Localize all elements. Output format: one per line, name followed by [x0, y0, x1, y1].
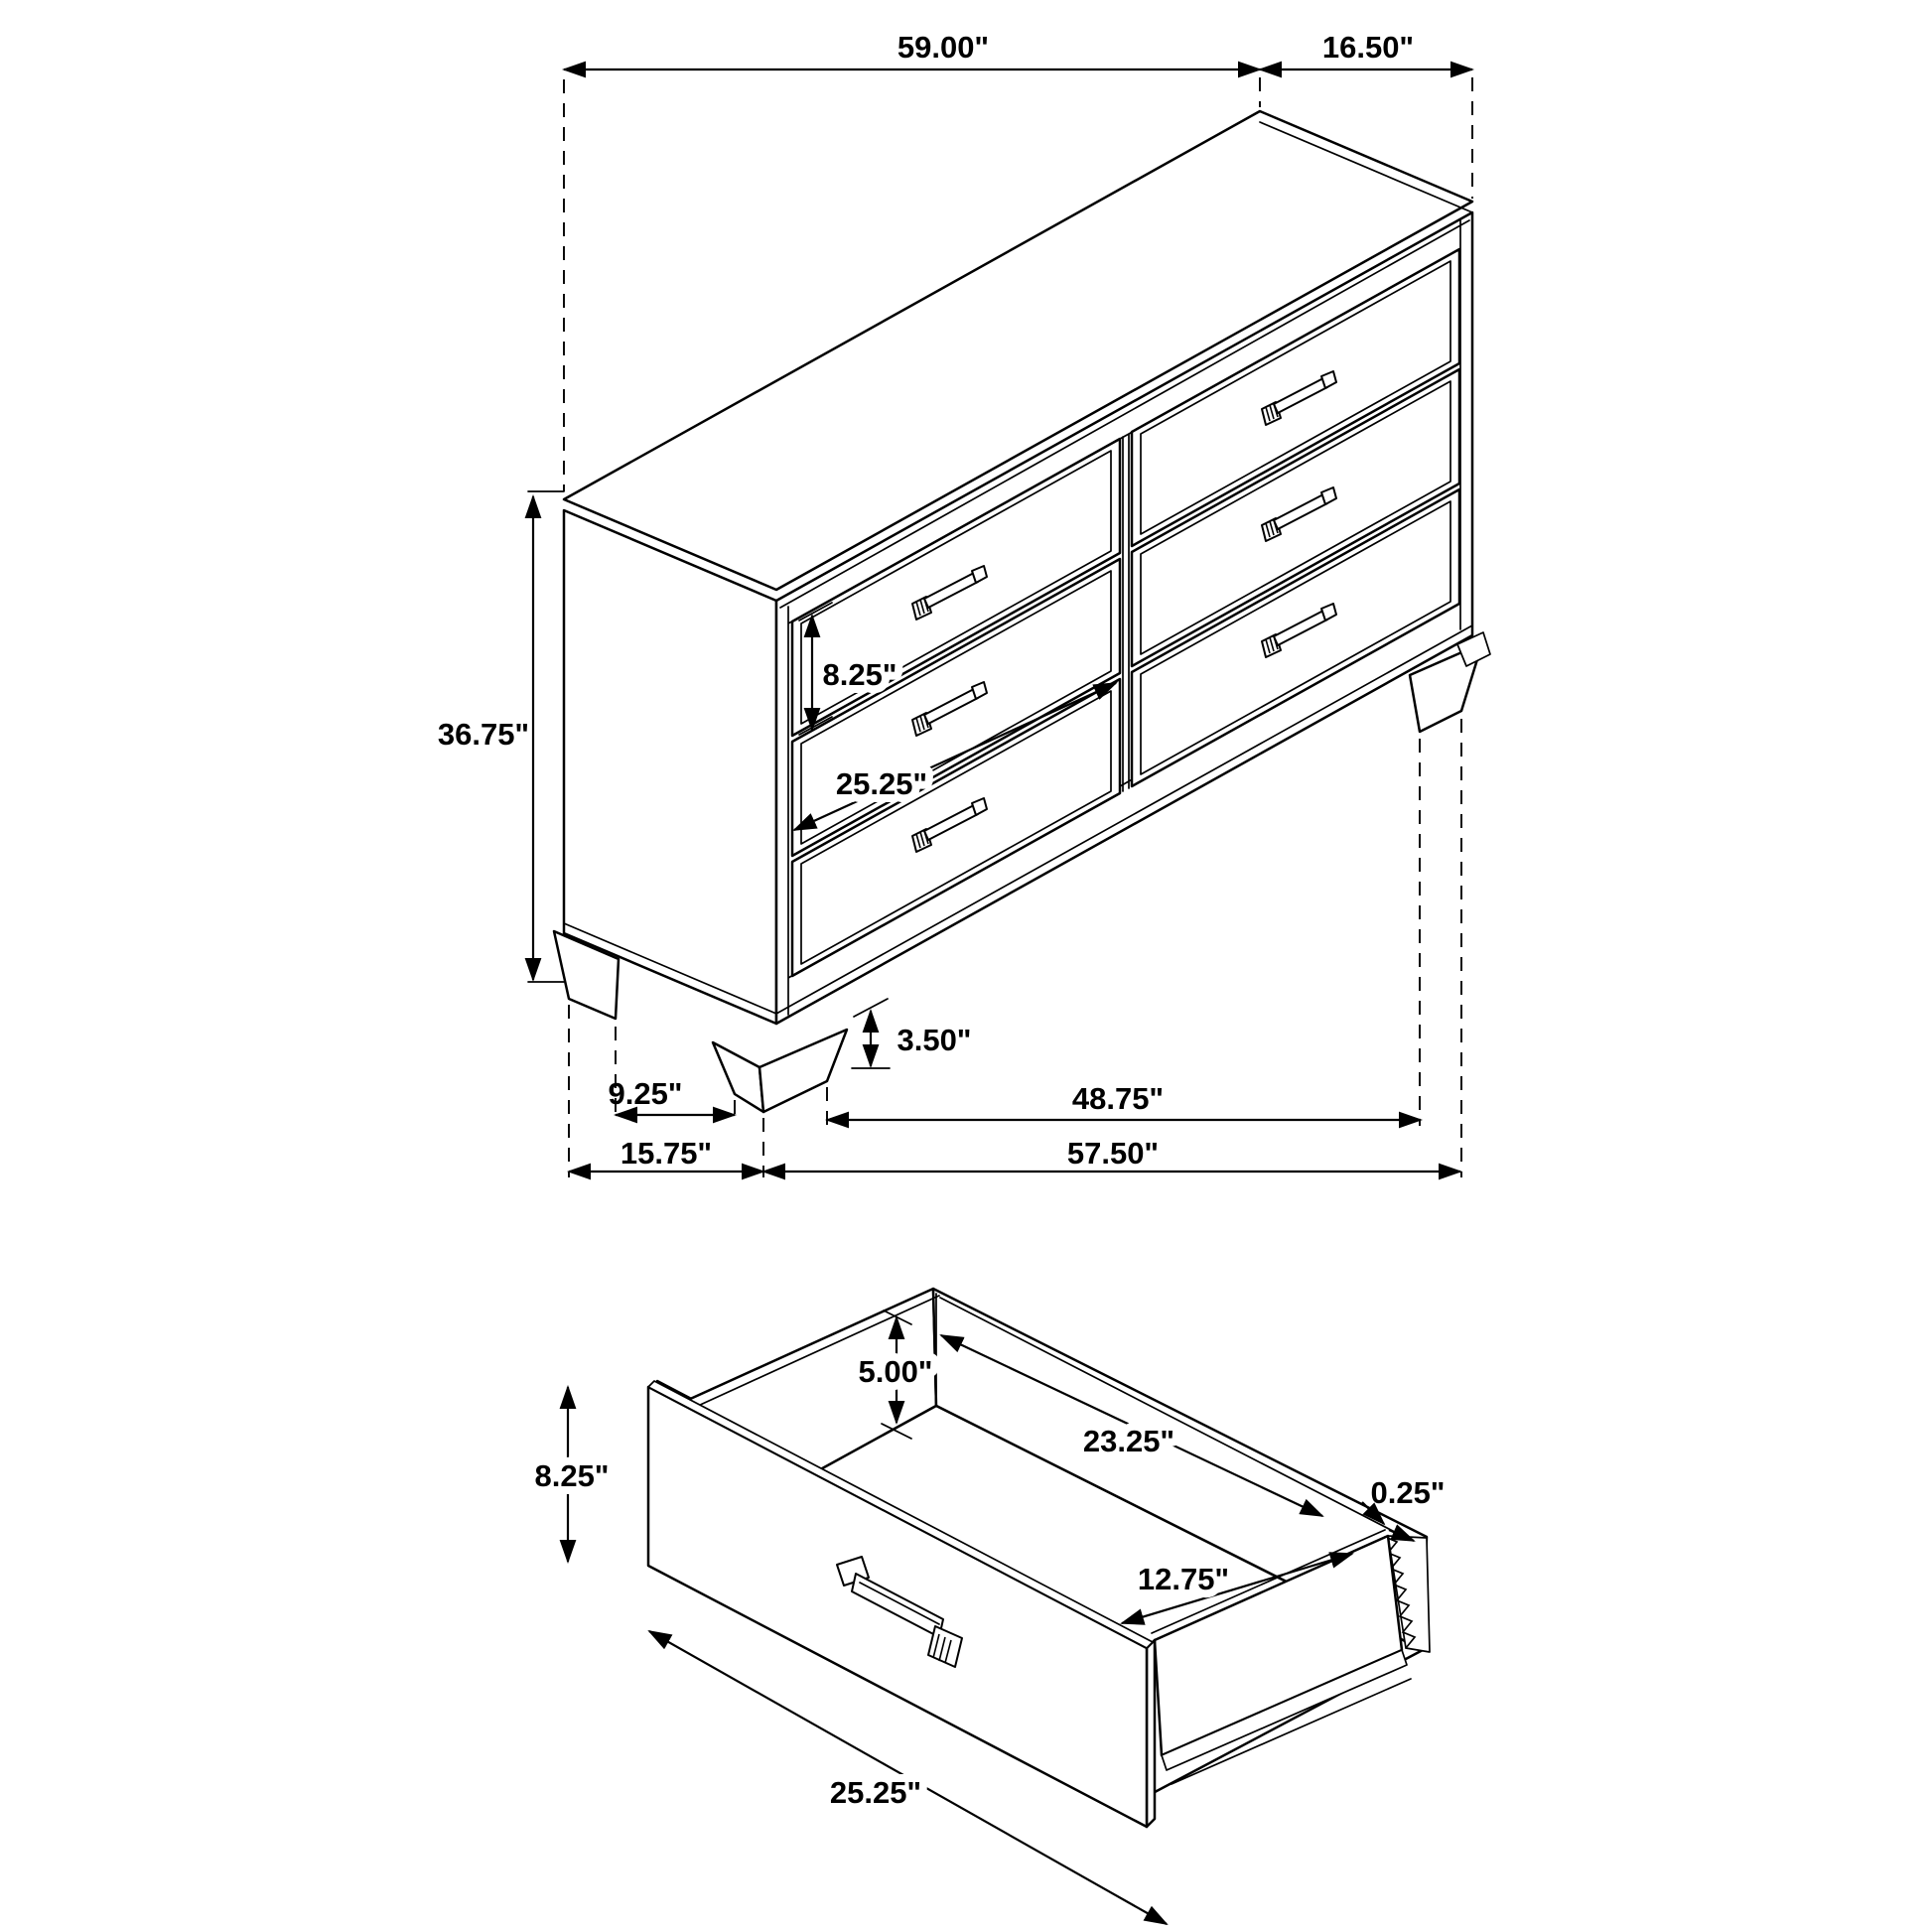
dim-label-inner-length: 23.25"	[1082, 1424, 1175, 1458]
dresser-foot-center	[713, 1042, 763, 1112]
dim-label-drawer-height: 8.25"	[822, 657, 897, 692]
dim-label-drawer-width: 25.25"	[835, 766, 928, 801]
dim-label-base-width: 57.50"	[1066, 1136, 1160, 1171]
dim-label-inner-height: 5.00"	[858, 1354, 933, 1389]
dim-label-base-inner-width: 48.75"	[1071, 1081, 1165, 1116]
dim-label-panel-thickness: 0.25"	[1370, 1475, 1446, 1510]
dresser-foot-center	[759, 1030, 847, 1112]
dim-label-height: 36.75"	[437, 717, 530, 752]
dim-label-base-depth: 15.75"	[620, 1136, 713, 1171]
dim-label-foot-height: 3.50"	[897, 1023, 972, 1057]
dim-label-top-depth: 16.50"	[1321, 30, 1415, 65]
dim-label-front-height: 8.25"	[534, 1458, 610, 1493]
dim-label-top-width: 59.00"	[897, 30, 990, 65]
dresser-view	[528, 69, 1490, 1177]
dim-label-foot-gap: 9.25"	[608, 1076, 683, 1111]
dim-label-inner-depth: 12.75"	[1137, 1562, 1230, 1596]
drawer-view	[568, 1289, 1430, 1924]
dim-label-front-width: 25.25"	[829, 1775, 922, 1810]
